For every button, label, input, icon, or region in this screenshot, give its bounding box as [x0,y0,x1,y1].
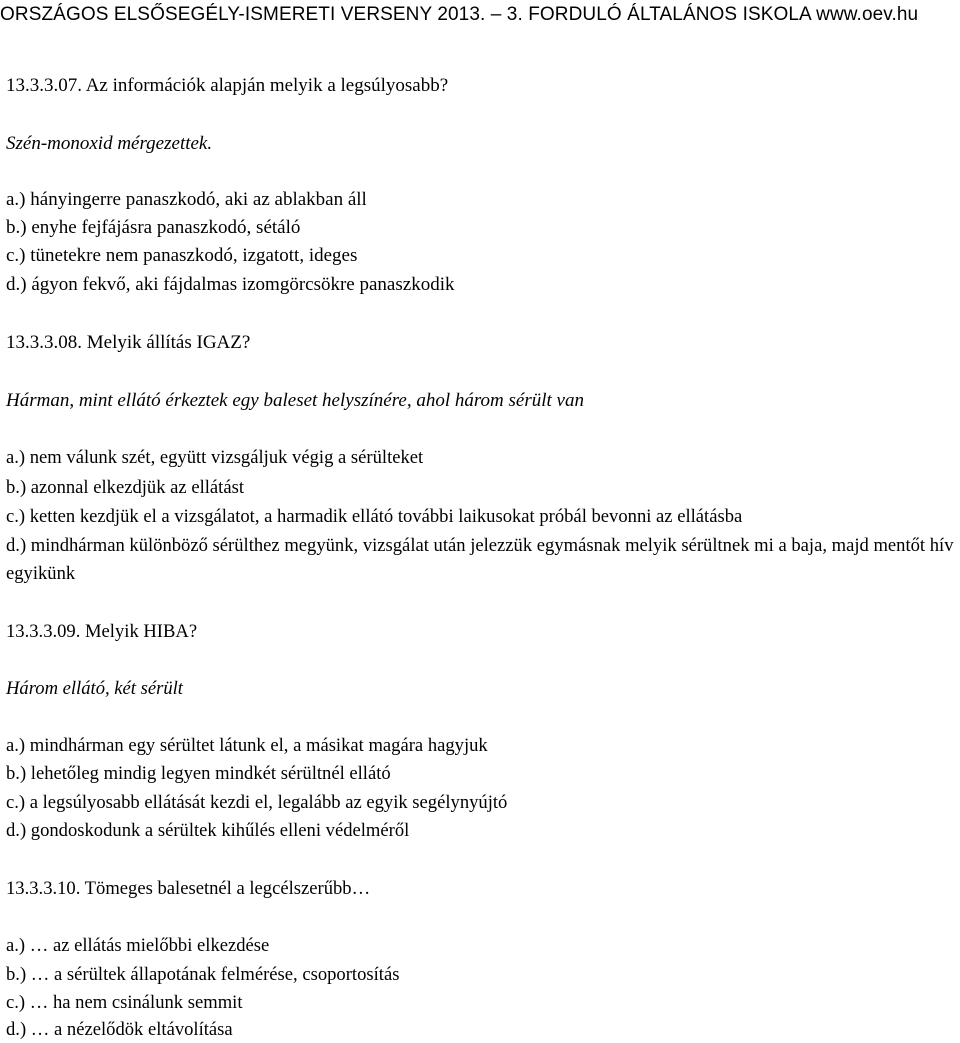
question-09-answer-d: d.) gondoskodunk a sérültek kihűlés elleni védelméről [6,820,410,841]
question-09-answer-b: b.) lehetőleg mindig legyen mindkét sérültnél ellátó [6,763,391,784]
question-08-answer-c: c.) ketten kezdjük el a vizsgálatot, a harmadik ellátó további laikusokat próbál bevonni az ellátásba [6,506,743,527]
question-07-title: 13.3.3.07. Az információk alapján melyik a legsúlyosabb? [6,75,449,96]
question-10-answer-d: d.) … a nézelődök eltávolítása [6,1019,233,1040]
question-08-answer-a: a.) nem válunk szét, együtt vizsgáljuk végig a sérülteket [6,447,424,468]
question-08-answer-d: d.) mindhárman különböző sérülthez megyünk, vizsgálat után jelezzük egymásnak melyik sérültnek mi a baja, majd mentőt hív egyikünk [6,535,954,584]
question-09-scenario: Három ellátó, két sérült [6,678,183,699]
question-09-answer-a: a.) mindhárman egy sérültet látunk el, a másikat magára hagyjuk [6,735,488,756]
question-07-answer-d: d.) ágyon fekvő, aki fájdalmas izomgörcsökre panaszkodik [6,274,455,295]
question-08-scenario: Hárman, mint ellátó érkeztek egy baleset helyszínére, ahol három sérült van [6,390,584,411]
question-09-answer-c: c.) a legsúlyosabb ellátását kezdi el, legalább az egyik segélynyújtó [6,792,508,813]
page-header: ORSZÁGOS ELSŐSEGÉLY-ISMERETI VERSENY 2013. – 3. FORDULÓ ÁLTALÁNOS ISKOLA www.oev.hu [0,4,919,25]
question-07-answer-c: c.) tünetekre nem panaszkodó, izgatott, ideges [6,245,358,266]
question-10-title: 13.3.3.10. Tömeges balesetnél a legcélszerűbb… [6,878,371,899]
question-10-answer-c: c.) … ha nem csinálunk semmit [6,992,243,1013]
question-07-answer-a: a.) hányingerre panaszkodó, aki az ablakban áll [6,189,367,210]
question-10-answer-b: b.) … a sérültek állapotának felmérése, csoportosítás [6,964,400,985]
question-08-answer-b: b.) azonnal elkezdjük az ellátást [6,477,244,498]
question-09-title: 13.3.3.09. Melyik HIBA? [6,621,198,642]
question-10-answer-a: a.) … az ellátás mielőbbi elkezdése [6,935,270,956]
question-07-scenario: Szén-monoxid mérgezettek. [6,133,213,154]
question-08-title: 13.3.3.08. Melyik állítás IGAZ? [6,332,251,353]
question-07-answer-b: b.) enyhe fejfájásra panaszkodó, sétáló [6,217,301,238]
